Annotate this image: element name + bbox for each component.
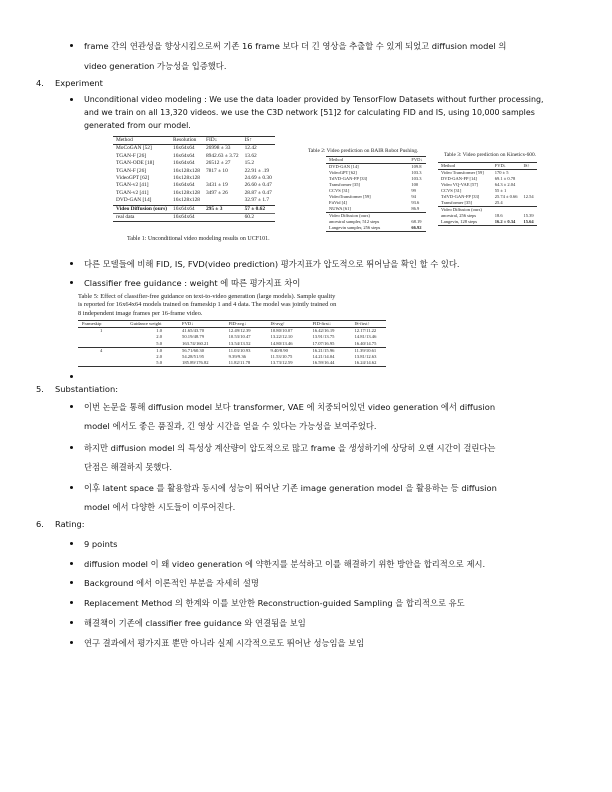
table-3-ours-is: 15.39 (523, 213, 534, 218)
table-cell: 16x64x64 (173, 152, 195, 159)
table-cell: MoCoGAN [52] (116, 145, 152, 152)
table-5-caption-line-2: is reported for 16x64x64 models trained on frameskip 1 and 4 data. The model was jointly trained on (78, 301, 337, 309)
bullet-dot (70, 641, 73, 644)
table-cell: VideoGPT [62] (329, 170, 357, 175)
table-cell: 11.03/10.93 (228, 347, 251, 353)
table-2-header-fvd: FVD↓ (411, 157, 423, 162)
table-1-caption: Table 1: Unconditional video modeling results on UCF101. (127, 236, 270, 242)
table-cell: 50.19/48.79 (182, 334, 204, 340)
substantiation-2-line-1: 하지만 diffusion model 의 특성상 계산량이 압도적으로 많고 frame 을 생성하기에 상당히 오랜 시간이 걸린다는 (84, 443, 496, 453)
table-cell: DVD-GAN-FP [14] (441, 176, 477, 181)
bullet-dot (70, 601, 73, 604)
table-cell: TrIVD-GAN-FP [33] (441, 194, 480, 199)
table-cell: TGAN-F [26] (116, 167, 147, 174)
table-cell: TGAN-ODE [18] (116, 160, 155, 167)
table-cell: 14.80/13.46 (270, 340, 293, 346)
table-2 (326, 156, 426, 232)
table-1-header-resolution: Resolution (173, 137, 197, 143)
rating-item: 해결책이 기존에 classifier free guidance 와 연결됨을 보임 (84, 618, 306, 628)
table-5 (78, 320, 386, 367)
table-cell: CCVS [31] (329, 188, 350, 193)
section-4-title: Experiment (55, 78, 103, 88)
table-cell: 103.3 (411, 170, 422, 175)
table-cell: 11.82/11.78 (228, 360, 251, 366)
table-5-header: IS-first↑ (354, 321, 370, 326)
table-cell: 16x128x128 (173, 189, 200, 196)
table-5-caption-line-3: 8 independent image frames per 16-frame video. (78, 309, 203, 317)
table-row (113, 153, 275, 160)
table-cell: 103.3 (411, 176, 422, 181)
table-cell: 54.28/51.95 (182, 354, 204, 360)
table-cell: 16x128x128 (173, 175, 200, 182)
table-3-ours-fvd: 18.6 (494, 213, 503, 218)
table-cell: Transformer [35] (441, 200, 472, 205)
table-cell: 22.91 ± .19 (244, 167, 270, 174)
table-cell: 86.9 (411, 206, 420, 211)
table-cell: 99 (411, 188, 416, 193)
table-5-header: IS-avg↑ (270, 321, 286, 326)
unconditional-line-3: generated from our model. (84, 121, 191, 130)
table-cell: 5.0 (156, 340, 163, 346)
table-5-caption-line-1: Table 5: Effect of classifier-free guidance on text-to-video generation (large models). Sample quality (78, 293, 336, 300)
table-1-header-method: Method (116, 137, 133, 143)
table-cell: 14.21/14.04 (312, 354, 335, 360)
bullet-dot (70, 44, 73, 47)
table-cell: TGAN-v2 [41] (116, 189, 149, 196)
table-5-header: FVD↓ (182, 321, 194, 326)
table-cell: 69.1 ± 0.78 (494, 176, 516, 181)
table-cell: 16x64x64 (173, 182, 195, 189)
table-cell: 64.3 ± 2.04 (494, 182, 516, 187)
bullet-dot (70, 262, 73, 265)
bullet-dot (70, 405, 73, 408)
classifier-free-guidance-bullet: Classifier free guidance : weight 에 따른 평가지표 차이 (84, 278, 301, 288)
table-5-header: FID-avg↓ (228, 321, 247, 326)
table-1-real-is: 60.2 (244, 214, 255, 221)
table-cell: 100 (411, 182, 419, 187)
table-cell: 13.91/13.75 (312, 334, 335, 340)
table-cell: 12.49/12.39 (228, 328, 251, 334)
table-cell: 12.54 (523, 194, 534, 199)
table-cell: 170 ± 5 (494, 170, 509, 175)
rating-item: 연구 결과에서 평가지표 뿐만 아니라 실제 시각적으로도 뛰어난 성능임을 보임 (84, 638, 365, 648)
table-cell: 2.0 (156, 354, 163, 360)
table-cell (203, 197, 242, 205)
table-1-header-is: IS↑ (244, 137, 253, 143)
table-3-header-fvd: FVD↓ (494, 163, 506, 168)
table-cell: 1.0 (156, 347, 163, 353)
table-cell: VideoGPT [62] (116, 175, 150, 182)
table-cell: 11.53/10.75 (270, 354, 293, 360)
rating-item: 9 points (84, 539, 118, 549)
table-cell: TrIVD-GAN-FP [33] (329, 176, 368, 181)
unconditional-line-1: Unconditional video modeling : We use the data loader provided by TensorFlow Datasets without further processing, (84, 95, 544, 104)
bullet-dot (70, 581, 73, 584)
table-cell: 8942.63 ± 3.72 (205, 152, 239, 159)
rating-item: diffusion model 이 왜 video generation 에 약한지를 분석하고 이를 해결하기 위한 방안을 합리적으로 제시. (84, 559, 486, 569)
table-cell: 13.54/13.52 (228, 340, 251, 346)
table-3 (438, 162, 537, 226)
table-cell: FitVid [4] (329, 200, 347, 205)
section-6-number: 6. (36, 519, 44, 529)
table-cell-frameskip: 4 (100, 347, 103, 353)
section-5-title: Substantiation: (55, 384, 119, 394)
table-cell: 93.6 (411, 200, 420, 205)
table-2-ours-value: 66.92 (411, 225, 422, 230)
table-cell: 5.0 (156, 360, 163, 366)
intro-line-1: frame 간의 연관성을 향상시킴으로써 기존 16 frame 보다 더 긴 영상을 추출할 수 있게 되었고 diffusion model 의 (84, 41, 507, 51)
section-4-number: 4. (36, 78, 44, 88)
bullet-dot (70, 446, 73, 449)
table-cell: 26512 ± 27 (205, 160, 231, 167)
table-3-caption: Table 3: Video prediction on Kinetics-600. (444, 152, 537, 158)
table-row (113, 182, 275, 189)
table-5-header: Frameskip (82, 321, 102, 326)
table-1-header-fid: FID↓ (205, 137, 218, 143)
table-cell: 12.17/11.22 (354, 328, 377, 334)
table-cell: 14.81/13.46 (354, 334, 377, 340)
table-2-header-method: Method (329, 157, 343, 162)
table-cell: 94 (411, 194, 416, 199)
table-cell: 16.21/15.96 (312, 347, 335, 353)
table-cell: 28.87 ± 0.47 (244, 189, 272, 196)
table-cell: 3431 ± 19 (205, 182, 228, 189)
table-5-caption (78, 293, 336, 318)
table-row (78, 360, 386, 367)
bullet-dot (70, 621, 73, 624)
table-row (113, 175, 275, 182)
table-cell: 16x64x64 (173, 160, 195, 167)
bullet-dot (70, 375, 73, 378)
table-cell: 24.69 ± 0.30 (244, 175, 272, 182)
table-3-header-is: IS↑ (523, 163, 530, 168)
table-cell: 32.97 ± 1.7 (244, 197, 270, 204)
table-cell: Transformer [35] (329, 182, 360, 187)
table-cell: 7817 ± 10 (205, 167, 228, 174)
table-cell: TGAN-F [26] (116, 152, 147, 159)
table-cell: 1.0 (156, 328, 163, 334)
table-cell: 13.73/12.59 (270, 360, 293, 366)
table-3-ours-row: Langevin, 128 steps (441, 219, 478, 224)
table-5-header: Guidance weight (130, 321, 162, 326)
table-cell: DVD-GAN [14] (329, 164, 359, 169)
unconditional-line-2: and we train on all 13,320 videos. we use the C3D network [51]2 for calculating FID and IS, using 10,000 samples (84, 108, 535, 117)
table-2-ours-row: Langevin sampler, 256 steps (329, 225, 381, 230)
table-2-ours-row: ancestral sampler, 512 steps (329, 219, 380, 224)
rating-item: Background 에서 이론적인 부분을 자세히 설명 (84, 578, 259, 588)
table-cell: TGAN-v2 [41] (116, 182, 149, 189)
table-cell: 13.81/12.63 (354, 354, 377, 360)
table-cell: 9.40/8.90 (270, 347, 288, 353)
table-2-ours-value: 68.19 (411, 219, 422, 224)
bullet-dot (70, 281, 73, 284)
table-cell: 25.4 (494, 200, 503, 205)
table-1-real-method: real data (116, 214, 135, 221)
table-3-header-method: Method (441, 163, 455, 168)
table-cell (203, 175, 242, 182)
table-cell: 41.65/43.70 (182, 328, 204, 334)
table-cell: 9.39/9.36 (228, 354, 246, 360)
table-cell-frameskip: 1 (100, 328, 103, 334)
table-cell: 10.80/10.07 (270, 328, 293, 334)
substantiation-3-line-1: 이후 latent space 를 활용함과 동시에 성능이 뛰어난 기존 image generation model 을 활용하는 등 diffusion (84, 483, 497, 493)
table-1 (113, 136, 275, 222)
substantiation-1-line-2: model 에서도 좋은 품질과, 긴 영상 시간을 얻을 수 있다는 가능성을 보여주었다. (84, 421, 377, 431)
table-cell: 16x128x128 (173, 167, 200, 174)
bullet-dot (70, 542, 73, 545)
table-cell: 16.40/14.75 (354, 340, 377, 346)
table-cell: NUWA [61] (329, 206, 351, 211)
table-row (78, 347, 386, 354)
table-cell-frameskip (78, 341, 120, 348)
table-cell: 13.22/12.10 (270, 334, 293, 340)
table-cell: 13.62 (244, 152, 257, 159)
table-1-ours-method: Video Diffusion (ours) (116, 205, 168, 212)
table-cell: DVD-GAN [14] (116, 197, 152, 204)
table-1-real-resolution: 16x64x64 (173, 214, 195, 221)
table-3-ours-fvd: 16.2 ± 0.34 (494, 219, 516, 224)
table-cell: 26998 ± 33 (205, 145, 231, 152)
table-cell: 3497 ± 26 (205, 189, 228, 196)
table-cell: CCVS [31] (441, 188, 462, 193)
table-cell: 16.59/16.44 (312, 360, 335, 366)
table-row (113, 145, 275, 153)
bullet-dot (70, 98, 73, 101)
table-cell: 15.2 (244, 160, 255, 167)
table-5-header: FID-first↓ (312, 321, 332, 326)
table-cell: Video VQ-VAE [57] (441, 182, 479, 187)
section-6-title: Rating: (55, 519, 85, 529)
table-1-ours-is: 57 ± 0.62 (244, 205, 266, 212)
table-cell: 26.60 ± 0.47 (244, 182, 272, 189)
table-3-ours-is: 15.64 (523, 219, 534, 224)
table-cell: 16x64x64 (173, 145, 195, 152)
substantiation-2-line-2: 단점은 해결하지 못했다. (84, 462, 173, 472)
rating-item: Replacement Method 의 한계와 이를 보안한 Reconstruction-guided Sampling 을 합리적으로 유도 (84, 598, 465, 608)
table-1-ours-resolution: 16x64x64 (173, 205, 195, 212)
table-2-ours-title: Video Diffusion (ours) (329, 213, 370, 218)
table-cell: 12.42 (244, 145, 257, 152)
table-cell: Video Transformer [59] (441, 170, 484, 175)
section-5-number: 5. (36, 384, 44, 394)
table-3-ours-title: Video Diffusion (ours) (441, 207, 482, 212)
table-cell: 16x128x128 (173, 197, 200, 204)
table-1-real-fid (203, 214, 242, 222)
table-row (113, 190, 275, 197)
table-2-caption: Table 2: Video prediction on BAIR Robot Pushing. (308, 148, 419, 154)
substantiation-1-line-1: 이번 논문을 통해 diffusion model 보다 transformer, VAE 에 치중되어있던 video generation 에서 diffusion (84, 402, 496, 412)
table-cell-frameskip (78, 360, 120, 367)
table-row (78, 341, 386, 348)
table-cell: 17.07/16.95 (312, 340, 335, 346)
table-row (78, 328, 386, 335)
table-cell: 25.74 ± 0.66 (494, 194, 518, 199)
table-cell: 11.39/10.61 (354, 347, 377, 353)
table-row (113, 197, 275, 205)
comparison-bullet: 다른 모델들에 비해 FID, IS, FVD(video prediction) 평가지표가 압도적으로 뛰어남을 확인 할 수 있다. (84, 259, 460, 269)
table-cell: 10.53/10.47 (228, 334, 251, 340)
table-cell: 56.71/60.30 (182, 347, 204, 353)
table-cell: 185.89/176.82 (182, 360, 209, 366)
table-row (113, 168, 275, 175)
intro-line-2: video generation 가능성을 입증했다. (84, 61, 227, 71)
bullet-dot (70, 486, 73, 489)
substantiation-3-line-2: model 에서 다양한 시도들이 이루어진다. (84, 502, 236, 512)
table-3-ours-row: ancestral, 256 steps (441, 213, 477, 218)
table-cell: 109.8 (411, 164, 422, 169)
bullet-dot (70, 562, 73, 565)
table-cell: VideoTransformer [59] (329, 194, 371, 199)
table-cell: 55 ± 1 (494, 188, 507, 193)
table-row (113, 160, 275, 167)
table-cell: 2.0 (156, 334, 163, 340)
table-cell: 16.24/14.62 (354, 360, 377, 366)
table-1-ours-fid: 295 ± 3 (205, 205, 223, 212)
table-cell: 16.42/16.19 (312, 328, 335, 334)
table-cell: 163.74/160.21 (182, 340, 209, 346)
